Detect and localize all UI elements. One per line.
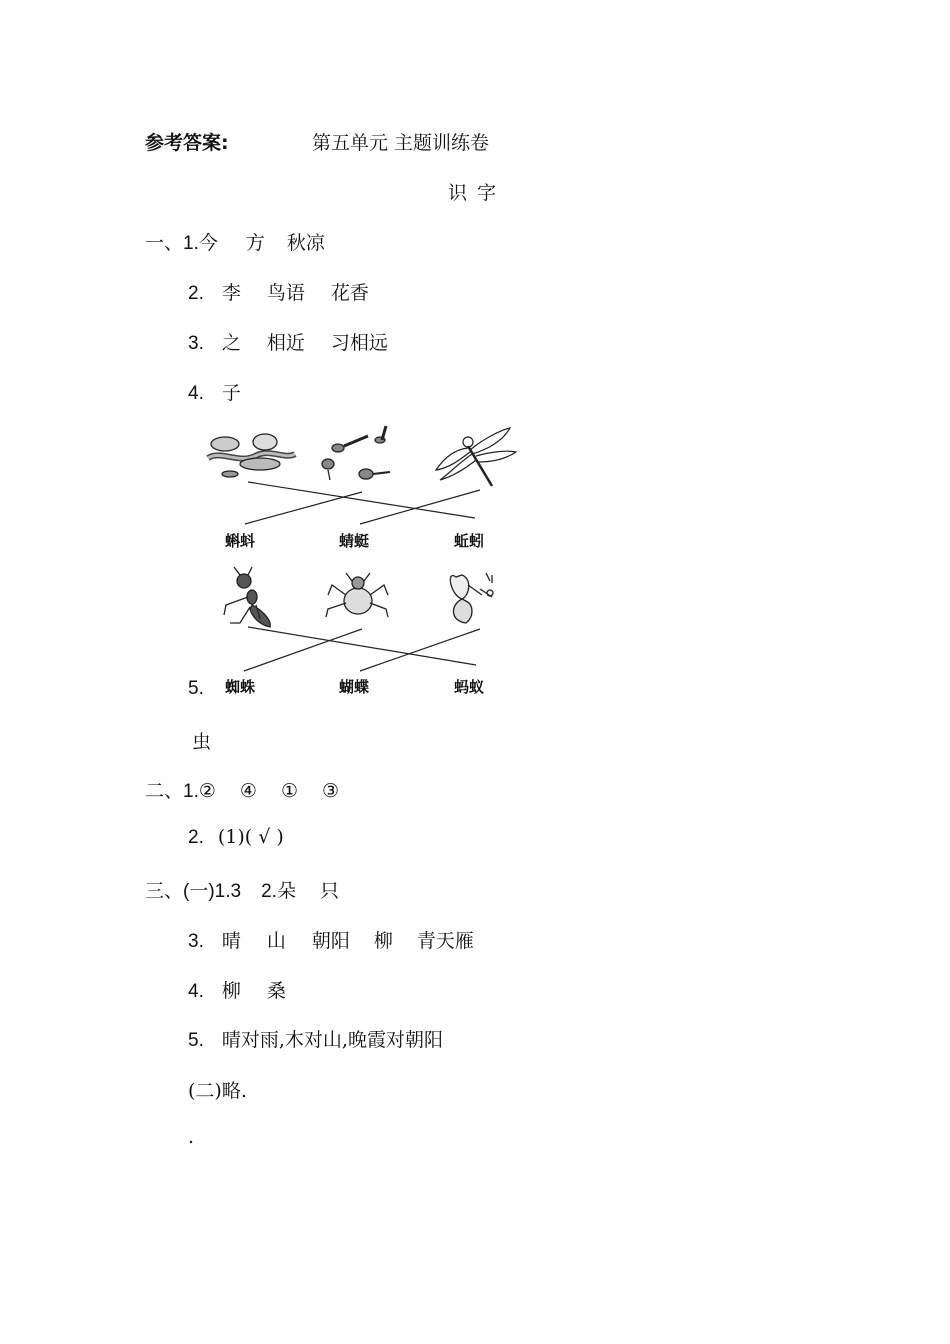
dragonfly-illustration — [436, 428, 516, 486]
part3-q5 — [188, 1025, 443, 1052]
part3-q3 — [188, 926, 474, 953]
tadpole-illustration — [322, 426, 390, 480]
part2-q1 — [145, 776, 339, 803]
match-label-6: 蚂蚁 — [454, 678, 485, 696]
q-number: 2. — [261, 881, 277, 902]
answer: 朵 — [276, 880, 296, 902]
answer-key-label: 参考答案: — [145, 132, 229, 154]
part1-q1 — [145, 228, 325, 255]
answer: 山 — [266, 930, 286, 952]
q-number: 2. — [188, 283, 204, 304]
q-number: 2. — [188, 827, 204, 848]
answer: (1)( √ ) — [217, 826, 284, 848]
match-label-2: 蜻蜓 — [339, 532, 370, 550]
answer: 鸟语 — [266, 282, 305, 304]
match-label-5: 蝴蝶 — [339, 678, 370, 696]
answer: 青天雁 — [416, 930, 474, 952]
answer: (一)1.3 — [183, 881, 242, 902]
q-number: 5. — [188, 1030, 204, 1051]
q-number: 1. — [183, 233, 199, 254]
match-label-4: 蜘蛛 — [225, 678, 256, 696]
answer: 晴 — [221, 930, 241, 952]
part1-prefix: 一、 — [145, 232, 184, 254]
answer: ③ — [322, 780, 340, 802]
earthworm-illustration — [208, 434, 295, 477]
q-number: 5. — [188, 678, 204, 699]
matching-lines-1 — [245, 482, 480, 524]
part1-q4 — [188, 378, 241, 405]
answer: 子 — [221, 382, 241, 404]
answer: 方 — [245, 232, 265, 254]
part3-q1 — [145, 876, 339, 903]
answer: 李 — [221, 282, 241, 304]
q-number: 4. — [188, 981, 204, 1002]
matching-lines-2 — [244, 627, 480, 671]
part3-prefix: 三、 — [145, 880, 184, 902]
section-title: 识 字 — [448, 182, 499, 204]
document-title: 第五单元 主题训练卷 — [312, 132, 490, 154]
ant-illustration — [224, 567, 270, 627]
answer: 相近 — [266, 332, 305, 354]
answer: 朝阳 — [311, 930, 350, 952]
answer: 柳 — [373, 930, 393, 952]
answer: ② — [198, 780, 216, 802]
part3-q6: (二)略. — [188, 1080, 247, 1102]
answer: 秋凉 — [286, 232, 325, 254]
part2-prefix: 二、 — [145, 780, 184, 802]
answer: 桑 — [266, 980, 286, 1002]
part2-q2 — [188, 826, 284, 849]
answer: 晴对雨,木对山,晚霞对朝阳 — [221, 1029, 443, 1051]
answer: 之 — [221, 332, 241, 354]
q-number: 1. — [183, 781, 199, 802]
part1-q3 — [188, 328, 388, 355]
butterfly-illustration — [450, 573, 493, 623]
part3-q4 — [188, 976, 286, 1003]
answer: 今 — [198, 232, 218, 254]
q-number: 3. — [188, 333, 204, 354]
match-label-3: 蚯蚓 — [454, 532, 485, 550]
part1-q2 — [188, 278, 369, 305]
answer: ④ — [239, 780, 257, 802]
q-number: 3. — [188, 931, 204, 952]
answer: 花香 — [330, 282, 369, 304]
answer: 柳 — [221, 980, 241, 1002]
match-label-1: 蝌蚪 — [225, 532, 256, 550]
answer: ① — [280, 780, 299, 802]
part1-extra: 虫 — [192, 731, 212, 753]
q-number: 4. — [188, 383, 204, 404]
trailing-dot: . — [188, 1126, 195, 1148]
part1-q5-number — [188, 677, 204, 700]
spider-illustration — [326, 573, 388, 617]
answer: 习相远 — [330, 332, 388, 354]
answer: 只 — [319, 880, 339, 902]
